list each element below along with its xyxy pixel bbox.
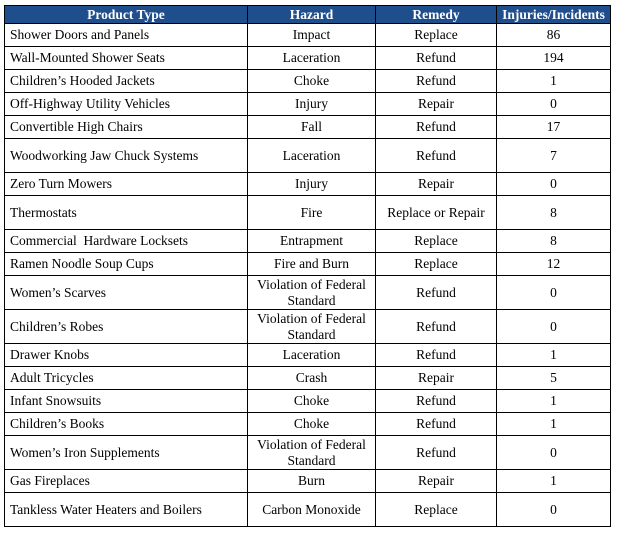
table-row [5,470,611,493]
product-type-cell: Adult Tricycles [5,367,248,390]
hazard-cell: Crash [248,367,376,390]
hazard-cell: Fall [248,116,376,139]
product-type-cell: Infant Snowsuits [5,390,248,413]
table-row [5,70,611,93]
hazard-cell: Injury [248,93,376,116]
hazard-cell: Fire and Burn [248,253,376,276]
injuries-cell: 1 [497,390,611,413]
remedy-cell: Refund [376,276,497,310]
hazard-cell: Violation of Federal Standard [248,276,376,310]
table-row [5,116,611,139]
product-type-cell: Gas Fireplaces [5,470,248,493]
hazard-cell: Violation of Federal Standard [248,436,376,470]
product-type-cell: Thermostats [5,196,248,230]
hazard-cell: Choke [248,390,376,413]
injuries-cell: 0 [497,310,611,344]
table-row [5,276,611,310]
table-row [5,310,611,344]
hazard-cell: Carbon Monoxide [248,493,376,527]
table-row [5,173,611,196]
remedy-cell: Refund [376,116,497,139]
injuries-cell: 1 [497,413,611,436]
remedy-cell: Refund [376,390,497,413]
table-row [5,436,611,470]
injuries-cell: 0 [497,173,611,196]
product-type-cell: Zero Turn Mowers [5,173,248,196]
remedy-cell: Repair [376,367,497,390]
injuries-cell: 1 [497,344,611,367]
header-injuries-incidents: Injuries/Incidents [497,6,611,24]
table-row [5,47,611,70]
remedy-cell: Replace [376,493,497,527]
table-row [5,390,611,413]
header-remedy: Remedy [376,6,497,24]
product-type-cell: Drawer Knobs [5,344,248,367]
remedy-cell: Refund [376,47,497,70]
product-type-cell: Children’s Books [5,413,248,436]
injuries-cell: 0 [497,436,611,470]
table-row [5,139,611,173]
injuries-cell: 7 [497,139,611,173]
hazard-cell: Impact [248,24,376,47]
header-hazard: Hazard [248,6,376,24]
product-type-cell: Convertible High Chairs [5,116,248,139]
injuries-cell: 5 [497,367,611,390]
injuries-cell: 0 [497,493,611,527]
table-row [5,253,611,276]
table-header-row [5,6,611,24]
product-type-cell: Off-Highway Utility Vehicles [5,93,248,116]
remedy-cell: Repair [376,93,497,116]
injuries-cell: 0 [497,93,611,116]
injuries-cell: 8 [497,196,611,230]
hazard-cell: Fire [248,196,376,230]
hazard-cell: Violation of Federal Standard [248,310,376,344]
recalls-table [4,5,611,527]
product-type-cell: Woodworking Jaw Chuck Systems [5,139,248,173]
remedy-cell: Refund [376,310,497,344]
table-row [5,24,611,47]
product-type-cell: Women’s Iron Supplements [5,436,248,470]
remedy-cell: Repair [376,470,497,493]
injuries-cell: 0 [497,276,611,310]
product-type-cell: Shower Doors and Panels [5,24,248,47]
product-type-cell: Wall-Mounted Shower Seats [5,47,248,70]
table-row [5,230,611,253]
injuries-cell: 86 [497,24,611,47]
table-row [5,493,611,527]
injuries-cell: 1 [497,470,611,493]
remedy-cell: Refund [376,139,497,173]
hazard-cell: Injury [248,173,376,196]
remedy-cell: Replace [376,253,497,276]
table-row [5,93,611,116]
injuries-cell: 1 [497,70,611,93]
product-type-cell: Children’s Hooded Jackets [5,70,248,93]
product-type-cell: Women’s Scarves [5,276,248,310]
header-product-type: Product Type [5,6,248,24]
remedy-cell: Replace [376,24,497,47]
hazard-cell: Entrapment [248,230,376,253]
remedy-cell: Replace or Repair [376,196,497,230]
injuries-cell: 17 [497,116,611,139]
hazard-cell: Laceration [248,139,376,173]
product-type-cell: Commercial Hardware Locksets [5,230,248,253]
hazard-cell: Burn [248,470,376,493]
injuries-cell: 194 [497,47,611,70]
injuries-cell: 12 [497,253,611,276]
hazard-cell: Laceration [248,344,376,367]
hazard-cell: Laceration [248,47,376,70]
remedy-cell: Refund [376,344,497,367]
remedy-cell: Repair [376,173,497,196]
table-row [5,344,611,367]
hazard-cell: Choke [248,70,376,93]
table-row [5,367,611,390]
remedy-cell: Refund [376,436,497,470]
product-type-cell: Tankless Water Heaters and Boilers [5,493,248,527]
recalls-table-container [4,5,611,527]
table-row [5,413,611,436]
remedy-cell: Refund [376,413,497,436]
hazard-cell: Choke [248,413,376,436]
product-type-cell: Ramen Noodle Soup Cups [5,253,248,276]
remedy-cell: Replace [376,230,497,253]
remedy-cell: Refund [376,70,497,93]
table-row [5,196,611,230]
product-type-cell: Children’s Robes [5,310,248,344]
injuries-cell: 8 [497,230,611,253]
